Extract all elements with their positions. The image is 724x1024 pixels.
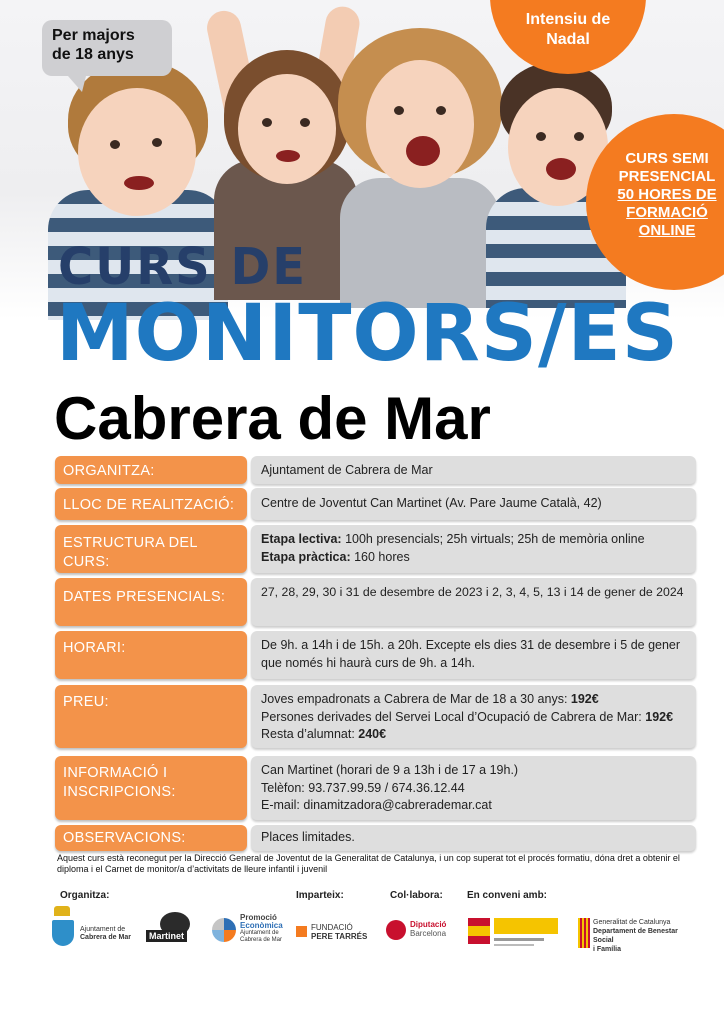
- ministry-banner-line: [494, 944, 534, 946]
- title-curs-de: CURS DE: [58, 237, 308, 297]
- info-row-dates: [55, 578, 696, 626]
- row-label: DATES PRESENCIALS:: [55, 578, 247, 626]
- logo-text: Departament de Benestar Social: [593, 928, 678, 944]
- title-monitors: MONITORS/ES: [56, 289, 679, 379]
- row-value: Centre de Joventut Can Martinet (Av. Pare Jaume Català, 42): [251, 488, 696, 520]
- season-line: Intensiu de: [525, 11, 611, 28]
- square-icon: [296, 926, 307, 937]
- age-line: Per majors: [52, 27, 135, 44]
- value-text: Joves empadronats a Cabrera de Mar de 18 a 30 anys:: [261, 692, 571, 706]
- logo-text: FUNDACIÓ: [311, 923, 353, 932]
- format-line: 50 HORES DE: [617, 186, 717, 203]
- gobierno-espana-logo: [468, 916, 560, 950]
- age-requirement-badge: [42, 20, 172, 76]
- footer-label-collabora: Col·labora:: [390, 890, 443, 901]
- row-label: PREU:: [55, 685, 247, 748]
- seal-icon: [386, 920, 406, 940]
- logo-text: Generalitat de Catalunya: [593, 919, 671, 926]
- info-row-preu: [55, 685, 696, 748]
- info-row-horari: [55, 631, 696, 679]
- price: 192€: [570, 692, 599, 706]
- ajuntament-logo: [52, 906, 144, 952]
- format-line: CURS SEMI: [625, 150, 709, 167]
- footer-label-imparteix: Imparteix:: [296, 890, 344, 901]
- footer-label-organitza: Organitza:: [60, 890, 110, 901]
- ministry-banner-line: [494, 938, 544, 941]
- crown-icon: [54, 906, 70, 916]
- logo-text: i Família: [593, 946, 622, 953]
- price: 240€: [358, 727, 387, 741]
- promocio-economica-logo: [212, 914, 296, 948]
- generalitat-logo: [578, 918, 688, 953]
- row-label: LLOC DE REALITZACIÓ:: [55, 488, 247, 520]
- value-line: Can Martinet (horari de 9 a 13h i de 17 a 19h.): [261, 763, 519, 777]
- senyera-icon: [578, 918, 590, 948]
- age-line: de 18 anys: [52, 46, 134, 63]
- value-line: que només hi haurà curs de 9h. a 14h.: [261, 655, 476, 670]
- row-label: OBSERVACIONS:: [55, 825, 247, 851]
- can-martinet-logo: [146, 912, 208, 946]
- row-label: ORGANITZA:: [55, 456, 247, 484]
- value-text: Persones derivades del Servei Local d’Ocupació de Cabrera de Mar:: [261, 709, 646, 724]
- row-label: [55, 756, 247, 820]
- title-place: Cabrera de Mar: [54, 385, 491, 452]
- diputacio-barcelona-logo: [386, 918, 456, 944]
- logo-text: Ajuntament de: [80, 926, 126, 933]
- format-line: FORMACIÓ: [626, 204, 708, 221]
- row-label: HORARI:: [55, 631, 247, 679]
- logo-text: PERE TARRÉS: [311, 932, 368, 941]
- value-line: De 9h. a 14h i de 15h. a 20h. Excepte els dies 31 de desembre i 5 de gener: [261, 638, 681, 652]
- value-text: 160 hores: [350, 549, 410, 564]
- value-text: 100h presencials; 25h virtuals; 25h de memòria online: [341, 532, 645, 546]
- format-line: PRESENCIAL: [618, 168, 716, 185]
- price: 192€: [645, 709, 674, 724]
- fundacio-pere-tarres-logo: [296, 922, 376, 944]
- value-bold: Etapa pràctica:: [261, 549, 351, 564]
- logo-text: Martinet: [146, 930, 187, 942]
- label-line: INFORMACIÓ I: [63, 765, 168, 781]
- pinwheel-icon: [212, 918, 236, 942]
- row-value: [251, 756, 696, 820]
- shield-icon: [52, 920, 74, 946]
- value-text: Resta d’alumnat:: [261, 727, 359, 741]
- season-line: Nadal: [546, 31, 590, 48]
- info-row-inscripcions: [55, 756, 696, 820]
- label-line: INSCRIPCIONS:: [63, 784, 176, 800]
- logo-text: Econòmica: [240, 921, 283, 930]
- logo-text: Barcelona: [410, 929, 447, 938]
- row-value: [251, 685, 696, 748]
- value-bold: Etapa lectiva:: [261, 532, 342, 546]
- row-value: Ajuntament de Cabrera de Mar: [251, 456, 696, 484]
- ministry-banner: [494, 918, 558, 934]
- row-value: 27, 28, 29, 30 i 31 de desembre de 2023 i 2, 3, 4, 5, 13 i 14 de gener de 2024: [251, 578, 696, 626]
- logo-text: Diputació: [410, 920, 447, 929]
- logo-text: Promoció: [240, 913, 277, 922]
- logo-text: Ajuntament de: [240, 930, 279, 936]
- recognition-note: Aquest curs està reconegut per la Direcció General de Joventut de la Generalitat de Catalunya, i un cop superat tot el procés formatiu, dóna dret a obtenir el diploma i el Carnet de monitor/a d’activitats de lleure infantil i juvenil: [57, 853, 680, 874]
- email-text: E-mail: dinamitzadora@cabrerademar.cat: [261, 798, 492, 812]
- row-value: [251, 525, 696, 573]
- info-row-organitza: [55, 456, 696, 484]
- info-row-estructura: [55, 525, 696, 573]
- format-line: ONLINE: [638, 222, 696, 239]
- child-illustration: [330, 18, 510, 308]
- logo-text: Cabrera de Mar: [240, 937, 283, 943]
- phone-text: Telèfon: 93.737.99.59 / 674.36.12.44: [261, 780, 465, 795]
- info-row-observacions: [55, 825, 696, 851]
- logo-text: Cabrera de Mar: [80, 934, 131, 941]
- coat-of-arms-icon: [468, 918, 490, 944]
- row-label: ESTRUCTURA DEL CURS:: [55, 525, 247, 573]
- info-row-lloc: [55, 488, 696, 520]
- row-value: Places limitades.: [251, 825, 696, 851]
- row-value: [251, 631, 696, 679]
- footer-label-conveni: En conveni amb:: [467, 890, 548, 901]
